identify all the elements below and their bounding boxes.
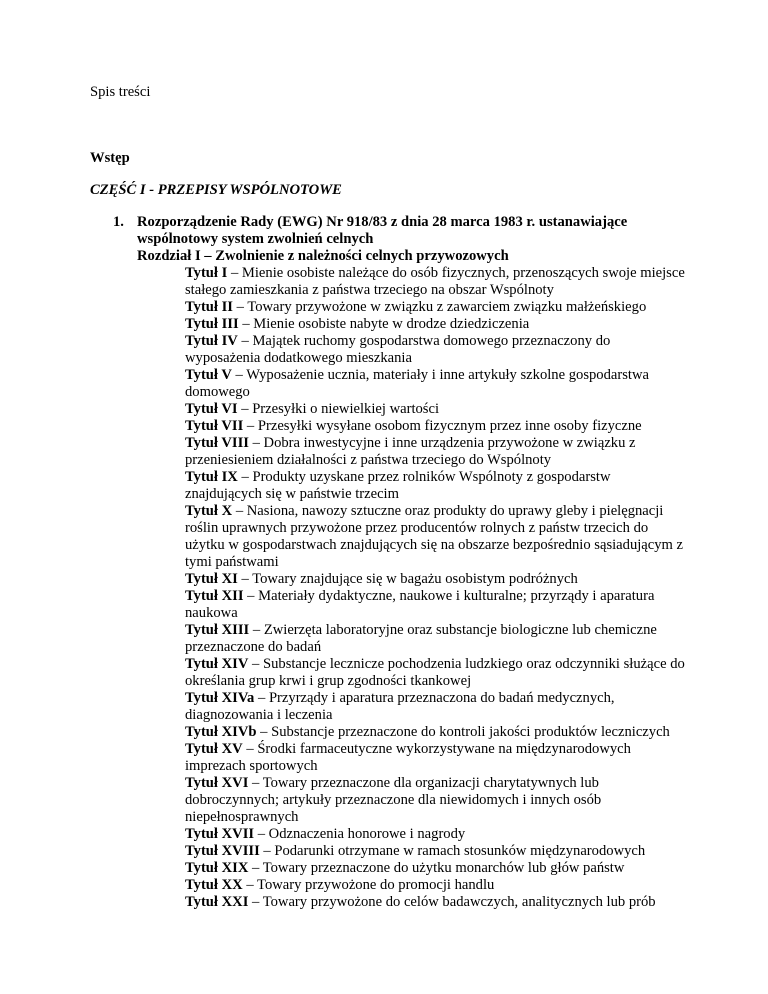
title-number: Tytuł XIVb bbox=[185, 724, 257, 740]
title-text: – Towary przywożone do promocji handlu bbox=[242, 877, 495, 893]
intro-heading: Wstęp bbox=[90, 150, 130, 166]
title-number: Tytuł XIV bbox=[185, 656, 249, 672]
title-entry bbox=[185, 656, 685, 690]
title-number: Tytuł XIII bbox=[185, 622, 250, 638]
part-heading: CZĘŚĆ I - PRZEPISY WSPÓLNOTOWE bbox=[90, 182, 342, 198]
title-number: Tytuł XV bbox=[185, 741, 243, 757]
title-text: – Towary przywożone do celów badawczych, analitycznych lub prób bbox=[248, 894, 656, 910]
title-number: Tytuł X bbox=[185, 503, 233, 519]
title-number: Tytuł IX bbox=[185, 469, 238, 485]
title-text: – Towary znajdujące się w bagażu osobistym podróżnych bbox=[237, 571, 578, 587]
title-text: – Dobra inwestycyjne i inne urządzenia przywożone w związku z przeniesieniem działalności z państwa trzeciego do Wspólnoty bbox=[185, 435, 636, 468]
title-number: Tytuł XXI bbox=[185, 894, 249, 910]
title-number: Tytuł XVII bbox=[185, 826, 255, 842]
title-text: – Substancje przeznaczone do kontroli jakości produktów leczniczych bbox=[256, 724, 670, 740]
title-entry bbox=[185, 843, 685, 860]
title-entry bbox=[185, 860, 685, 877]
title-text: – Wyposażenie ucznia, materiały i inne artykuły szkolne gospodarstwa domowego bbox=[185, 367, 649, 400]
chapter-heading: Rozdział I – Zwolnienie z należności celnych przywozowych bbox=[137, 248, 509, 264]
title-text: – Mienie osobiste należące do osób fizycznych, przenoszących swoje miejsce stałego zamieszkania z państwa trzeciego na obszar Wspólnoty bbox=[185, 265, 685, 298]
title-text: – Przesyłki wysyłane osobom fizycznym przez inne osoby fizyczne bbox=[243, 418, 642, 434]
title-entry bbox=[185, 503, 685, 571]
title-text: – Towary przeznaczone do użytku monarchów lub głów państw bbox=[248, 860, 625, 876]
title-number: Tytuł XIVa bbox=[185, 690, 255, 706]
title-entry bbox=[185, 741, 685, 775]
title-text: – Nasiona, nawozy sztuczne oraz produkty do uprawy gleby i pielęgnacji roślin uprawnych przywożone przez producentów rolnych z państw trzecich do użytku w gospodarstwach znajdujących się na obszarze bezpośrednio sąsiadującym z tymi państwami bbox=[185, 503, 684, 570]
title-entry bbox=[185, 367, 685, 401]
title-entry bbox=[185, 724, 685, 741]
title-entry bbox=[185, 622, 685, 656]
title-number: Tytuł I bbox=[185, 265, 228, 281]
title-entry bbox=[185, 588, 685, 622]
title-number: Tytuł XIX bbox=[185, 860, 249, 876]
regulation-number: 1. bbox=[113, 214, 124, 230]
title-text: – Środki farmaceutyczne wykorzystywane na międzynarodowych imprezach sportowych bbox=[185, 741, 631, 774]
title-entry bbox=[185, 877, 685, 894]
title-entry bbox=[185, 265, 685, 299]
title-entry bbox=[185, 775, 685, 826]
title-entry bbox=[185, 469, 685, 503]
title-text: – Odznaczenia honorowe i nagrody bbox=[254, 826, 466, 842]
title-number: Tytuł XII bbox=[185, 588, 244, 604]
title-number: Tytuł XVIII bbox=[185, 843, 260, 859]
title-number: Tytuł V bbox=[185, 367, 232, 383]
title-number: Tytuł VI bbox=[185, 401, 238, 417]
title-entry bbox=[185, 401, 685, 418]
title-number: Tytuł IV bbox=[185, 333, 238, 349]
title-entry bbox=[185, 690, 685, 724]
title-number: Tytuł XVI bbox=[185, 775, 249, 791]
titles-list bbox=[185, 265, 685, 911]
title-text: – Towary przeznaczone dla organizacji charytatywnych lub dobroczynnych; artykuły przeznaczone dla niewidomych i innych osób niepełnosprawnych bbox=[185, 775, 602, 825]
title-number: Tytuł III bbox=[185, 316, 239, 332]
title-text: – Przyrządy i aparatura przeznaczona do badań medycznych, diagnozowania i leczenia bbox=[185, 690, 615, 723]
toc-label: Spis treści bbox=[90, 84, 151, 100]
title-text: – Zwierzęta laboratoryjne oraz substancje biologiczne lub chemiczne przeznaczone do badań bbox=[185, 622, 657, 655]
title-text: – Substancje lecznicze pochodzenia ludzkiego oraz odczynniki służące do określania grup krwi i grup zgodności tkankowej bbox=[185, 656, 685, 689]
title-text: – Materiały dydaktyczne, naukowe i kulturalne; przyrządy i aparatura naukowa bbox=[185, 588, 655, 621]
title-number: Tytuł XX bbox=[185, 877, 243, 893]
title-entry bbox=[185, 316, 685, 333]
title-number: Tytuł VII bbox=[185, 418, 244, 434]
title-entry bbox=[185, 299, 685, 316]
title-entry bbox=[185, 571, 685, 588]
title-entry bbox=[185, 333, 685, 367]
title-entry bbox=[185, 894, 685, 911]
title-number: Tytuł VIII bbox=[185, 435, 249, 451]
title-text: – Przesyłki o niewielkiej wartości bbox=[237, 401, 440, 417]
regulation-title: Rozporządzenie Rady (EWG) Nr 918/83 z dnia 28 marca 1983 r. ustanawiające wspólnotowy system zwolnień celnych bbox=[137, 214, 628, 247]
title-number: Tytuł II bbox=[185, 299, 233, 315]
title-entry bbox=[185, 826, 685, 843]
title-text: – Towary przywożone w związku z zawarciem związku małżeńskiego bbox=[233, 299, 647, 315]
title-text: – Majątek ruchomy gospodarstwa domowego przeznaczony do wyposażenia dodatkowego mieszkania bbox=[185, 333, 611, 366]
title-entry bbox=[185, 435, 685, 469]
title-text: – Produkty uzyskane przez rolników Wspólnoty z gospodarstw znajdujących się w państwie trzecim bbox=[185, 469, 611, 502]
title-entry bbox=[185, 418, 685, 435]
title-text: – Podarunki otrzymane w ramach stosunków międzynarodowych bbox=[259, 843, 646, 859]
title-text: – Mienie osobiste nabyte w drodze dziedziczenia bbox=[238, 316, 530, 332]
title-number: Tytuł XI bbox=[185, 571, 238, 587]
